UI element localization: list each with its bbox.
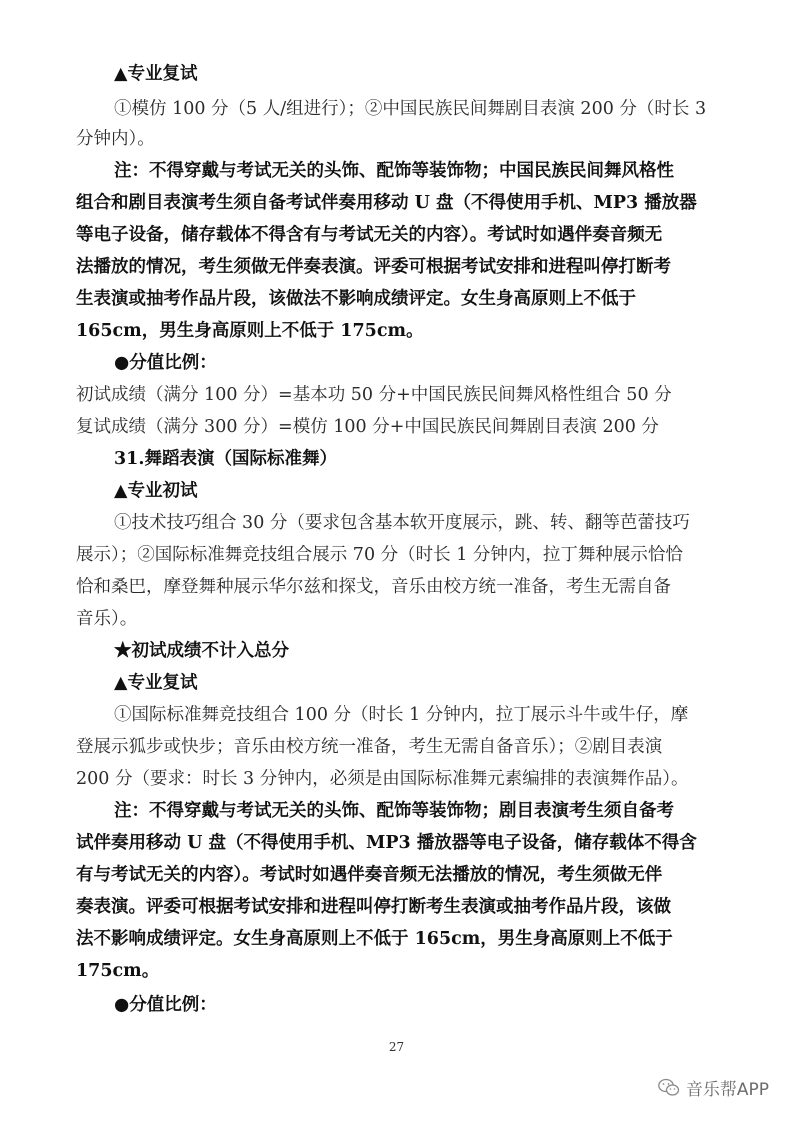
paragraph-line: 展示）；②国际标准舞竞技组合展示 70 分（时长 1 分钟内，拉丁舞种展示恰恰 xyxy=(76,545,683,565)
heading-retest-1: ▲专业复试 xyxy=(114,64,198,84)
paragraph-line: 分钟内）。 xyxy=(76,129,155,149)
paragraph-line: ①模仿 100 分（5 人/组进行）；②中国民族民间舞剧目表演 200 分（时长 3 xyxy=(114,99,707,119)
watermark-text: 音乐帮APP xyxy=(685,1080,769,1100)
note-line: 175cm。 xyxy=(76,961,160,981)
paragraph-line: 恰和桑巴，摩登舞种展示华尔兹和探戈，音乐由校方统一准备，考生无需自备 xyxy=(76,577,671,597)
heading-pretest: ▲专业初试 xyxy=(114,481,198,501)
score-line: 复试成绩（满分 300 分）=模仿 100 分+中国民族民间舞剧目表演 200 分 xyxy=(76,417,659,437)
heading-score-ratio-2: ●分值比例： xyxy=(114,995,217,1015)
note-line: 奏表演。评委可根据考试安排和进程叫停打断考生表演或抽考作品片段，该做 xyxy=(76,897,671,917)
heading-retest-2: ▲专业复试 xyxy=(114,673,198,693)
note-line: 试伴奏用移动 U 盘（不得使用手机、MP3 播放器等电子设备，储存载体不得含 xyxy=(76,833,697,853)
pretest-notice: ★初试成绩不计入总分 xyxy=(114,641,289,661)
note-line: 165cm，男生身高原则上不低于 175cm。 xyxy=(76,321,424,341)
watermark xyxy=(658,1075,769,1100)
section-title-31: 31.舞蹈表演（国际标准舞） xyxy=(114,449,337,469)
page-number: 27 xyxy=(388,1040,405,1054)
note-line: 注：不得穿戴与考试无关的头饰、配饰等装饰物；剧目表演考生须自备考 xyxy=(114,801,674,821)
score-line: 初试成绩（满分 100 分）=基本功 50 分+中国民族民间舞风格性组合 50 分 xyxy=(76,385,672,405)
wechat-icon xyxy=(658,1078,680,1097)
note-line: 有与考试无关的内容）。考试时如遇伴奏音频无法播放的情况，考生须做无伴 xyxy=(76,865,663,885)
heading-score-ratio-1: ●分值比例： xyxy=(114,353,217,373)
paragraph-line: ①技术技巧组合 30 分（要求包含基本软开度展示，跳、转、翻等芭蕾技巧 xyxy=(114,513,690,533)
note-line: 法不影响成绩评定。女生身高原则上不低于 165cm，男生身高原则上不低于 xyxy=(76,929,673,949)
note-line: 注：不得穿戴与考试无关的头饰、配饰等装饰物；中国民族民间舞风格性 xyxy=(114,161,674,181)
paragraph-line: 200 分（要求：时长 3 分钟内，必须是由国际标准舞元素编排的表演舞作品）。 xyxy=(76,769,689,789)
paragraph-line: ①国际标准舞竞技组合 100 分（时长 1 分钟内，拉丁展示斗牛或牛仔，摩 xyxy=(114,705,689,725)
note-line: 生表演或抽考作品片段，该做法不影响成绩评定。女生身高原则上不低于 xyxy=(76,289,636,309)
note-line: 法播放的情况，考生须做无伴奏表演。评委可根据考试安排和进程叫停打断考 xyxy=(76,257,671,277)
note-line: 等电子设备，储存载体不得含有与考试无关的内容）。考试时如遇伴奏音频无 xyxy=(76,225,663,245)
paragraph-line: 登展示狐步或快步；音乐由校方统一准备，考生无需自备音乐）；②剧目表演 xyxy=(76,737,663,757)
paragraph-line: 音乐）。 xyxy=(76,609,138,629)
note-line: 组合和剧目表演考生须自备考试伴奏用移动 U 盘（不得使用手机、MP3 播放器 xyxy=(76,193,697,213)
